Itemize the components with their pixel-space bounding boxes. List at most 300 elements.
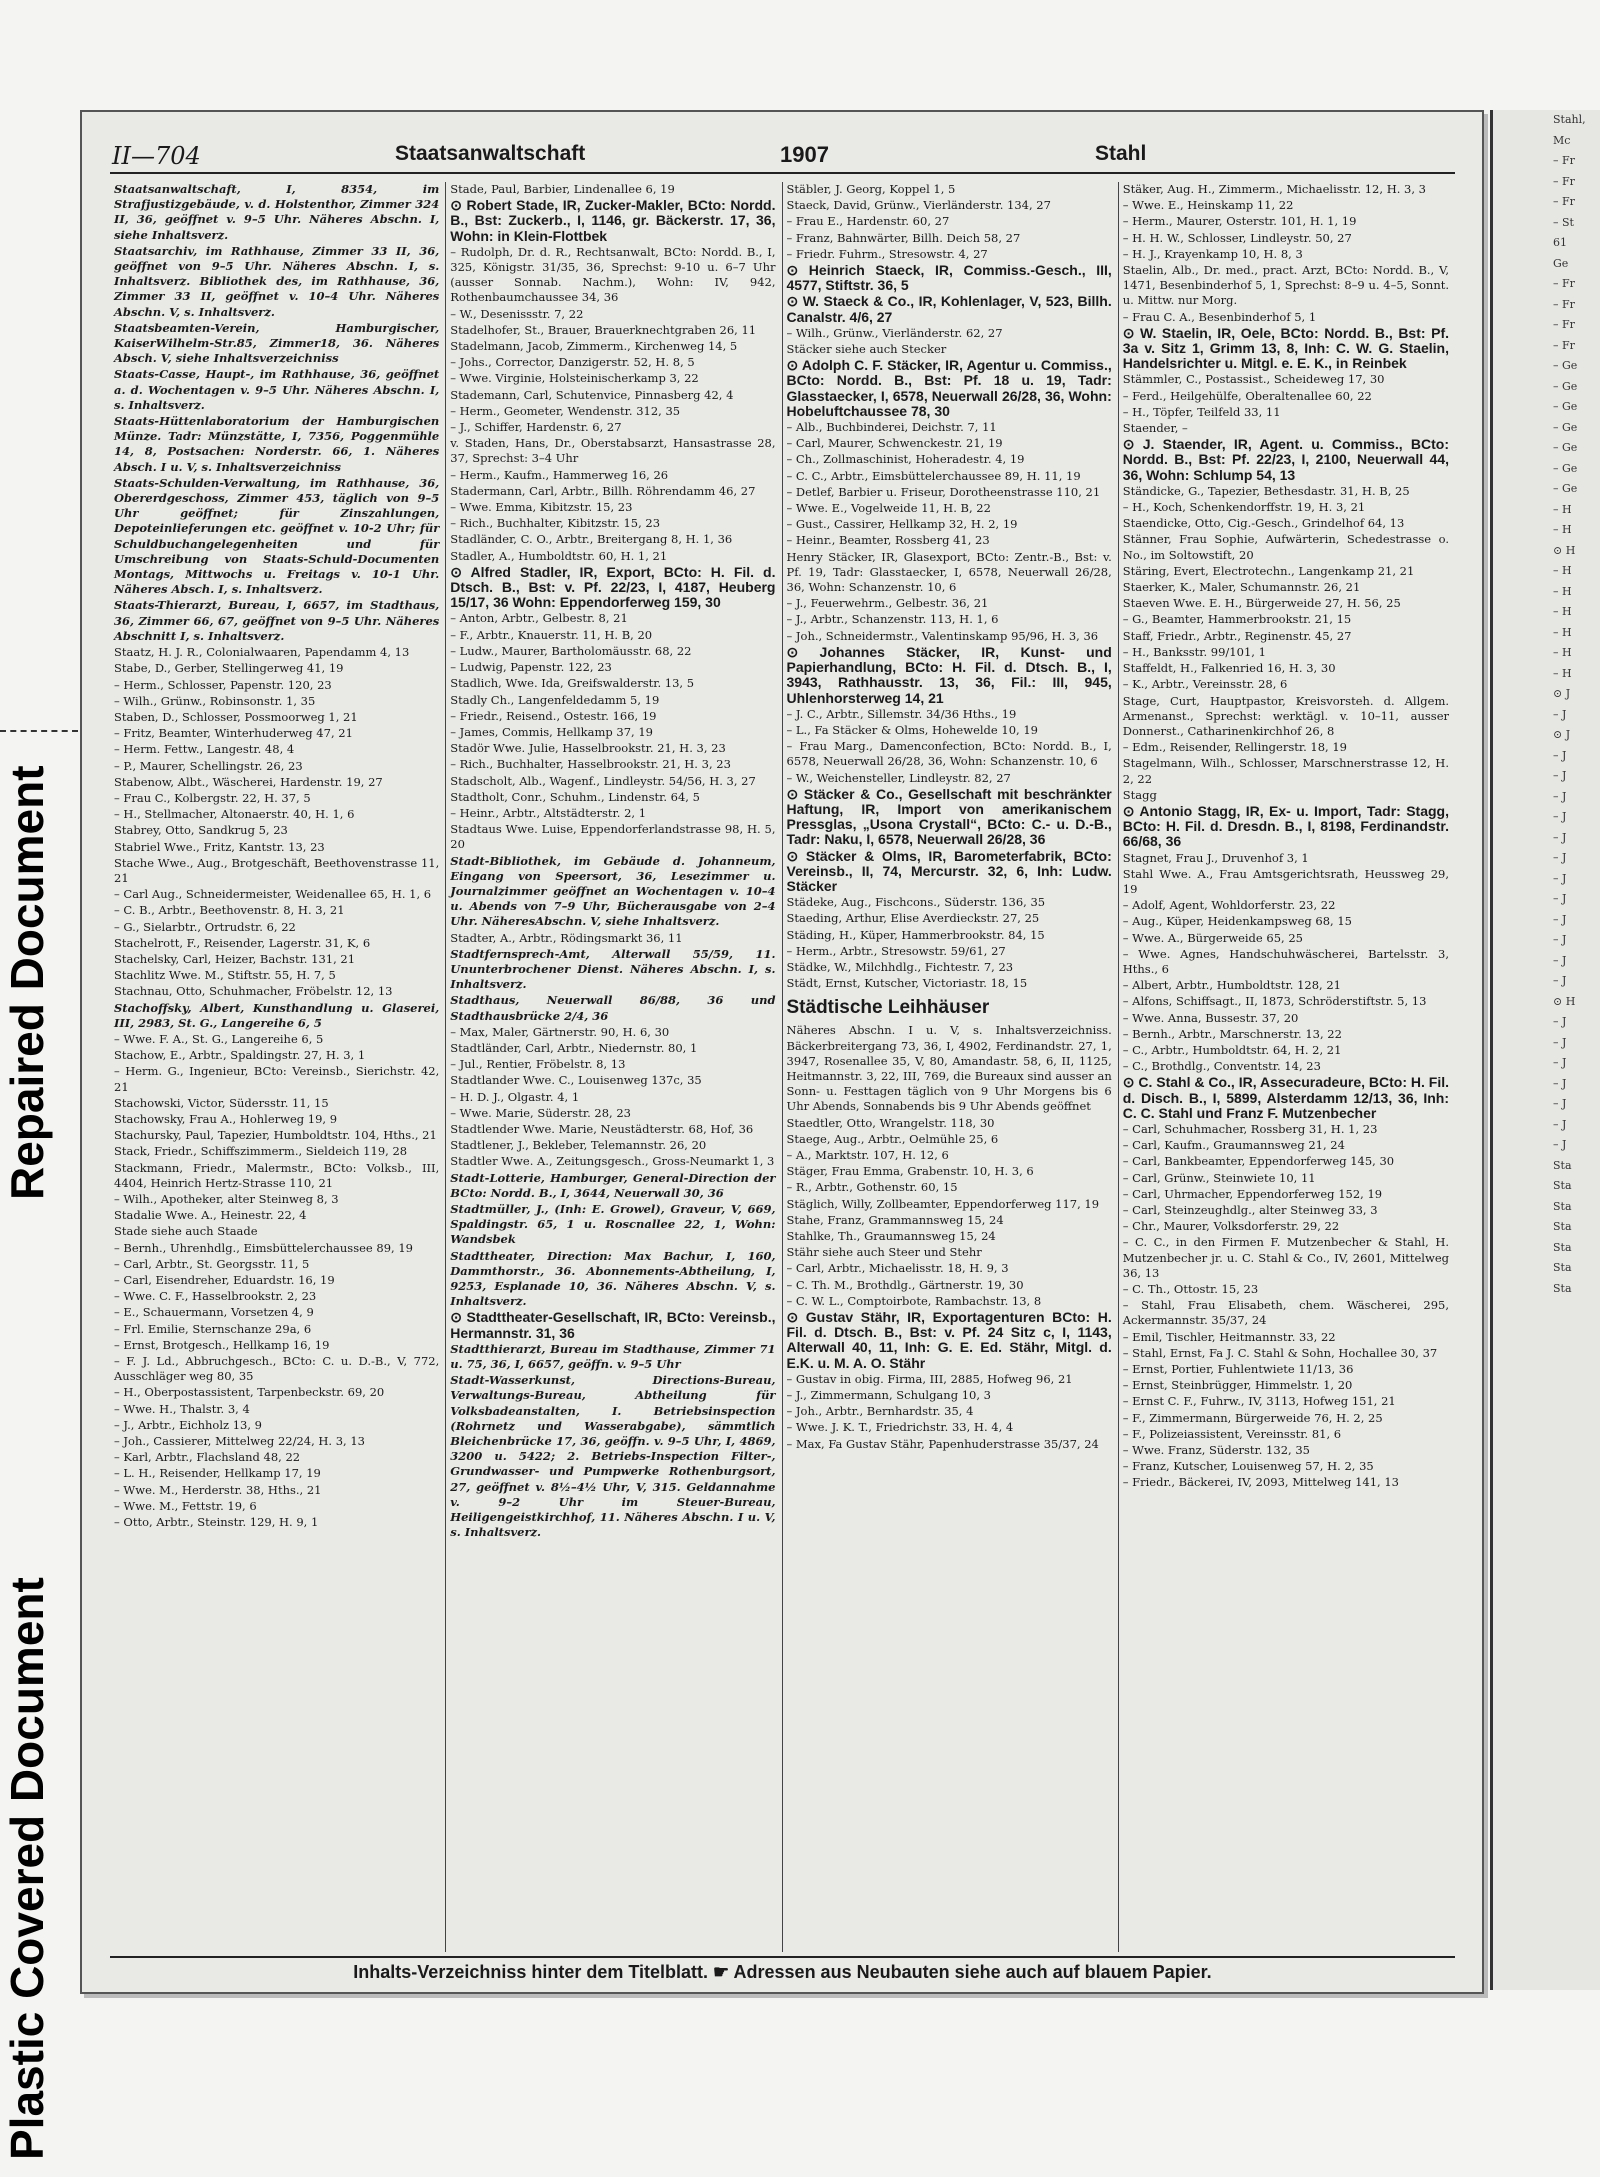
next-page-fragment: – H — [1553, 564, 1572, 577]
directory-entry: – Max, Maler, Gärtnerstr. 90, H. 6, 30 — [450, 1024, 670, 1039]
directory-entry: – Gust., Cassirer, Hellkamp 32, H. 2, 19 — [786, 517, 1018, 532]
directory-entry: ⊙ Adolph C. F. Stäcker, IR, Agentur u. Commiss., BCto: Nordd. B., Bst: Pf. 18 u. 19, Tadr: Glasstaecker, I, 6578, Neuerwall 26/28, 36, Wohn: Hobeluftchaussee 78, 30 — [786, 357, 1112, 419]
directory-entry: – Wwe. H., Thalstr. 3, 4 — [114, 1401, 250, 1416]
directory-entry: Städeke, Aug., Fischcons., Süderstr. 136, 35 — [786, 895, 1046, 910]
directory-entry: – James, Commis, Hellkamp 37, 19 — [450, 724, 653, 739]
directory-entry: – R., Arbtr., Gothenstr. 60, 15 — [786, 1180, 958, 1195]
directory-entry: – Herm. Fettw., Langestr. 48, 4 — [114, 742, 295, 757]
directory-entry: ⊙ Robert Stade, IR, Zucker-Makler, BCto: Nordd. B., Bst: Zuckerb., I, 1146, gr. Bäckerstr. 17, 36, Wohn: in Klein-Flottbek — [450, 197, 776, 244]
directory-entry: – Wilh., Grünw., Robinsonstr. 1, 35 — [114, 693, 316, 708]
directory-entry: ⊙ C. Stahl & Co., IR, Assecuradeure, BCto: H. Fil. d. Disch. B., I, 5899, Alsterdamm 12/13, 36, Inh: C. C. Stahl und Franz F. Mutzenbecher — [1122, 1074, 1450, 1121]
directory-entry: – Friedr., Bäckerei, IV, 2093, Mittelweg 141, 13 — [1122, 1475, 1399, 1490]
directory-entry: Stadtlener, J., Bekleber, Telemannstr. 26, 20 — [450, 1138, 707, 1153]
directory-entry: Stagelmann, Wilh., Schlosser, Marschnerstrasse 12, H. 2, 22 — [1122, 756, 1449, 786]
directory-entry: – C. C., in den Firmen F. Mutzenbecher & Stahl, H. Mutzenbecher jr. u. C. Stahl & Co., IV, 2601, Mittelweg 36, 13 — [1122, 1235, 1449, 1280]
directory-entry: Stämmler, C., Postassist., Scheideweg 17, 30 — [1122, 372, 1385, 387]
directory-entry: Staats-Casse, Haupt-, im Rathhause, 36, geöffnet a. d. Wochentagen v. 9–5 Uhr. Näheres Abschn. I, s. Inhaltsverz. — [114, 367, 440, 412]
directory-entry: Stachelrott, F., Reisender, Lagerstr. 31, K, 6 — [114, 935, 371, 950]
directory-entry: Staatsanwaltschaft, I, 8354, im Strafjustizgebäude, v. d. Holstenthor, Zimmer 324 II, 36, geöffnet v. 9–5 Uhr. Näheres Abschn. I, siehe Inhaltsverz. — [114, 182, 440, 242]
next-page-fragment: – J — [1553, 789, 1567, 803]
next-page-fragment: – H — [1553, 625, 1572, 639]
directory-entry: Stabrey, Otto, Sandkrug 5, 23 — [114, 823, 288, 838]
header-left-keyword: Staatsanwaltschaft — [395, 142, 586, 165]
directory-entry: ⊙ Antonio Stagg, IR, Ex- u. Import, Tadr: Stagg, BCto: H. Fil. d. Dresdn. B., I, 8198, Ferdinandstr. 66/68, 36 — [1122, 802, 1449, 850]
directory-entry: – Joh., Arbtr., Bernhardstr. 35, 4 — [786, 1404, 974, 1419]
directory-entry: Stadermann, Carl, Arbtr., Billh. Röhrendamm 46, 27 — [450, 483, 756, 498]
column-4 — [1119, 182, 1455, 1952]
next-page-fragment: – H — [1553, 502, 1572, 516]
directory-entry: ⊙ Gustav Stähr, IR, Exportagenturen BCto: H. Fil. d. Dtsch. B., Bst: v. Pf. 24 Sitz c, I, 1143, Alterwall 40, 11, Inh: G. E. Ed. Stähr, Mitgl. d. E.K. u. M. A. O. Stähr — [786, 1309, 1112, 1371]
directory-entry: – F., Zimmermann, Bürgerweide 76, H. 2, 25 — [1122, 1410, 1383, 1425]
next-page-fragment: – Fr — [1553, 297, 1575, 311]
directory-entry: Staff, Friedr., Arbtr., Reginenstr. 45, 27 — [1122, 628, 1352, 643]
directory-entry: – Ernst, Brotgesch., Hellkamp 16, 19 — [114, 1337, 330, 1352]
directory-entry: – Jul., Rentier, Fröbelstr. 8, 13 — [450, 1057, 626, 1072]
next-page-fragment: 61 — [1553, 236, 1567, 249]
directory-entry: – Stahl, Ernst, Fa J. C. Stahl & Sohn, Hochallee 30, 37 — [1122, 1345, 1438, 1360]
directory-entry: – Detlef, Barbier u. Friseur, Dorotheenstrasse 110, 21 — [786, 484, 1101, 499]
next-page-fragment: Stahl, — [1553, 113, 1586, 126]
directory-entry: Stabenow, Albt., Wäscherei, Hardenstr. 19, 27 — [114, 774, 383, 789]
column-2 — [446, 182, 782, 1952]
directory-entry: Stadtler Wwe. A., Zeitungsgesch., Gross-Neumarkt 1, 3 — [450, 1154, 775, 1169]
directory-entry: Stabe, D., Gerber, Stellingerweg 41, 19 — [114, 661, 344, 676]
directory-entry: Stadtmüller, J., (Inh: E. Growel), Graveur, V, 669, Spaldingstr. 65, 1 u. Roscnallee 22, 1, Wohn: Wandsbek — [450, 1202, 776, 1247]
directory-entry: Stänner, Frau Sophie, Aufwärterin, Schedestrasse o. No., im Soltowstift, 20 — [1122, 532, 1449, 562]
directory-entry: – Bernh., Arbtr., Marschnerstr. 13, 22 — [1122, 1026, 1342, 1041]
directory-entry: – Fritz, Beamter, Winterhuderweg 47, 21 — [114, 726, 353, 741]
directory-entry: Stachowsky, Frau A., Hohlerweg 19, 9 — [114, 1111, 338, 1126]
directory-entry: – Heinr., Arbtr., Altstädterstr. 2, 1 — [450, 805, 647, 820]
directory-entry: – Ludwig, Papenstr. 122, 23 — [450, 660, 612, 675]
directory-entry: ⊙ Johannes Stäcker, IR, Kunst- und Papierhandlung, BCto: H. Fil. d. Dtsch. B., I, 3943, Rathhausstr. 13, 36, Fil.: III, 945, Uhlenhorsterweg 14, 21 — [786, 643, 1112, 706]
directory-entry: Staerker, K., Maler, Schumannstr. 26, 21 — [1122, 580, 1361, 595]
directory-entry: – Friedr., Reisend., Ostestr. 166, 19 — [450, 708, 657, 723]
next-page-fragment: – Fr — [1553, 338, 1575, 352]
directory-entry: – Herm. G., Ingenieur, BCto: Vereinsb., Sierichstr. 42, 21 — [114, 1064, 440, 1094]
directory-entry: – Herm., Geometer, Wendenstr. 312, 35 — [450, 403, 681, 418]
directory-entry: – Wwe. C. F., Hasselbrookstr. 2, 23 — [114, 1289, 317, 1304]
next-page-fragment: – J — [1553, 810, 1567, 823]
next-page-fragment: – J — [1553, 1138, 1567, 1151]
next-page-fragment: – J — [1553, 707, 1567, 721]
directory-entry: Stadthaus, Neuerwall 86/88, 36 und Stadthausbrücke 2/4, 36 — [450, 993, 776, 1023]
directory-entry: – Carl, Maurer, Schwenckestr. 21, 19 — [786, 436, 1003, 451]
directory-entry: Näheres Abschn. I u. V, s. Inhaltsverzeichniss. Bäckerbreitergang 73, 36, I, 4902, Ferdinandstr. 27, 1, 3947, Rosenallee 35, V, 80, Amandastr. 58, 6, II, 1125, Heitmannstr. 3, 22, III, 769, die Bureaux sind ausser an Sonn- u. Festtagen täglich von 9 Uhr Morgens bis 6 Uhr Abends, Sonnabends bis 9 Uhr Abends geöffnet — [786, 1023, 1112, 1114]
directory-entry: – Chr., Maurer, Volksdorferstr. 29, 22 — [1122, 1219, 1340, 1234]
directory-entry: Staatsbeamten-Verein, Hamburgischer, KaiserWilhelm-Str.85, Zimmer18, 36. Näheres Absch. V, siehe Inhaltsverzeichniss — [114, 320, 440, 366]
directory-entry: – Herm., Schlosser, Papenstr. 120, 23 — [114, 677, 332, 692]
next-page-fragment: – J — [1553, 974, 1567, 987]
directory-entry: – Frl. Emilie, Sternschanze 29a, 6 — [114, 1321, 312, 1336]
next-page-fragment: – J — [1553, 1117, 1567, 1131]
next-page-fragment: Mc — [1553, 133, 1571, 147]
directory-columns — [110, 182, 1455, 1952]
directory-entry: – Wwe. Marie, Süderstr. 28, 23 — [450, 1105, 631, 1120]
directory-entry: – W., Weichensteller, Lindleystr. 82, 27 — [786, 770, 1011, 785]
next-page-fragment: – J — [1553, 892, 1567, 905]
directory-entry: Stahl Wwe. A., Frau Amtsgerichtsrath, Heussweg 29, 19 — [1122, 866, 1449, 896]
directory-entry: – Carl, Uhrmacher, Eppendorferweg 152, 19 — [1122, 1186, 1383, 1201]
directory-entry: – C., Brothdlg., Conventstr. 14, 23 — [1122, 1059, 1321, 1074]
directory-entry: – Frau E., Hardenstr. 60, 27 — [786, 214, 950, 229]
directory-entry: – Carl, Arbtr., St. Georgsstr. 11, 5 — [114, 1256, 310, 1271]
next-page-fragment: – Fr — [1553, 318, 1575, 331]
directory-entry: – Anton, Arbtr., Gelbestr. 8, 21 — [450, 611, 628, 626]
directory-entry: – Wwe. M., Herderstr. 38, Hths., 21 — [114, 1482, 322, 1497]
directory-entry: Stachoffsky, Albert, Kunsthandlung u. Glaserei, III, 2983, St. G., Langereihe 6, 5 — [114, 1000, 440, 1030]
next-page-fragment: – J — [1553, 769, 1567, 782]
directory-entry: Henry Stäcker, IR, Glasexport, BCto: Zentr.-B., Bst: v. Pf. 19, Tadr: Glasstaecker, I, 6578, Neuerwall 26/28, 36, Wohn: Schanzenstr. 10, 6 — [786, 549, 1112, 595]
directory-entry: Stachlitz Wwe. M., Stiftstr. 55, H. 7, 5 — [114, 968, 336, 983]
directory-entry: – Herm., Kaufm., Hammerweg 16, 26 — [450, 467, 669, 482]
next-page-fragment: – J — [1553, 1076, 1567, 1090]
directory-entry: Stachursky, Paul, Tapezier, Humboldtstr. 104, Hths., 21 — [114, 1128, 437, 1143]
directory-entry: – Bernh., Uhrenhdlg., Eimsbüttelerchaussee 89, 19 — [114, 1240, 413, 1255]
directory-entry: Stadt-Lotterie, Hamburger, General-Direction der BCto: Nordd. B., I, 3644, Neuerwall 30, 36 — [450, 1170, 776, 1200]
next-page-fragment: – Ge — [1553, 482, 1578, 495]
plastic-covered-label: Plastic Covered Document — [1, 1577, 53, 2160]
directory-entry: Stäker, Aug. H., Zimmerm., Michaelisstr. 12, H. 3, 3 — [1122, 182, 1426, 196]
directory-entry: – H., Oberpostassistent, Tarpenbeckstr. 69, 20 — [114, 1385, 385, 1400]
directory-entry: Stackmann, Friedr., Malermstr., BCto: Volksb., III, 4404, Heinrich Hertz-Strasse 110, 21 — [114, 1160, 440, 1190]
directory-entry: Stäcker siehe auch Stecker — [786, 342, 947, 357]
directory-entry: – Wwe. E., Heinskamp 11, 22 — [1122, 198, 1294, 213]
next-page-fragment: Sta — [1553, 1240, 1572, 1254]
directory-entry: – Alb., Buchbinderei, Deichstr. 7, 11 — [786, 420, 997, 435]
directory-entry: – Joh., Cassierer, Mittelweg 22/24, H. 3, 13 — [114, 1434, 366, 1449]
directory-entry: – Wilh., Apotheker, alter Steinweg 8, 3 — [114, 1192, 339, 1206]
directory-entry: ⊙ Stäcker & Olms, IR, Barometerfabrik, BCto: Vereinsb., II, 74, Mercurstr. 32, 6, Inh: Ludw. Stäcker — [786, 847, 1112, 894]
directory-entry: – Otto, Arbtr., Steinstr. 129, H. 9, 1 — [114, 1515, 319, 1530]
directory-entry: – Rudolph, Dr. d. R., Rechtsanwalt, BCto: Nordd. B., I, 325, Königstr. 31/35, 36, Sprechst: 9-10 u. 6–7 Uhr (ausser Sonnab. Nachm.), Wohn: IV, 942, Rothenbaumchaussee 34, 36 — [450, 244, 776, 305]
next-page-fragment: ⊙ H — [1553, 994, 1576, 1008]
directory-entry: – K., Arbtr., Vereinsstr. 28, 6 — [1122, 677, 1288, 692]
page-number: II—704 — [112, 142, 201, 170]
directory-entry: – C. Th., Ottostr. 15, 23 — [1122, 1282, 1259, 1297]
directory-entry: v. Staden, Hans, Dr., Oberstabsarzt, Hansastrasse 28, 37, Sprechst: 3–4 Uhr — [450, 436, 776, 466]
directory-entry: – Frau C. A., Besenbinderhof 5, 1 — [1122, 309, 1317, 324]
directory-entry: Staeding, Arthur, Elise Averdieckstr. 27, 25 — [786, 911, 1040, 926]
directory-entry: Stahlke, Th., Graumannsweg 15, 24 — [786, 1229, 996, 1243]
directory-entry: – J., Arbtr., Eichholz 13, 9 — [114, 1417, 262, 1432]
directory-entry: Staelin, Alb., Dr. med., pract. Arzt, BCto: Nordd. B., V, 1471, Besenbinderhof 5, 1, Sprechst: 8–9 u. 4–5, Sonnt. u. Mittw. nur Morg. — [1122, 263, 1449, 308]
next-page-fragment: – St — [1553, 215, 1574, 229]
directory-entry: Staatz, H. J. R., Colonialwaaren, Papendamm 4, 13 — [114, 645, 410, 660]
directory-entry: Stade siehe auch Staade — [114, 1224, 258, 1239]
directory-entry: Stachow, E., Arbtr., Spaldingstr. 27, H. 3, 1 — [114, 1048, 366, 1063]
directory-entry: – Rich., Buchhalter, Kibitzstr. 15, 23 — [450, 516, 661, 531]
next-page-fragment: – J — [1553, 871, 1567, 885]
directory-entry: Stagnet, Frau J., Druvenhof 3, 1 — [1122, 850, 1309, 865]
directory-entry: Stade, Paul, Barbier, Lindenallee 6, 19 — [450, 182, 675, 196]
directory-entry: ⊙ W. Staeck & Co., IR, Kohlenlager, V, 523, Billh. Canalstr. 4/6, 27 — [786, 293, 1112, 325]
directory-entry: Stack, Friedr., Schiffszimmerm., Sieldeich 119, 28 — [114, 1144, 408, 1159]
directory-entry: Stadt-Bibliothek, im Gebäude d. Johanneum, Eingang von Speersort, 36, Lesezimmer u. Journalzimmer geöffnet an Wochentagen v. 10–4 u. Abends von 7–9 Uhr, Bücherausgabe von 2–4 Uhr. NäheresAbschn. V, siehe Inhaltsverz. — [450, 853, 776, 929]
directory-entry: – Carl, Grünw., Steinwiete 10, 11 — [1122, 1170, 1316, 1185]
directory-entry: Stadter, A., Arbtr., Rödingsmarkt 36, 11 — [450, 930, 683, 945]
directory-entry: – Aug., Küper, Heidenkampsweg 68, 15 — [1122, 914, 1352, 929]
directory-entry: Staatsarchiv, im Rathhause, Zimmer 33 II, 36, geöffnet von 9–5 Uhr. Näheres Abschn. I, s. Inhaltsverz. Bibliothek des, im Rathhause, 36, Zimmer 33 II, geöffnet v. 10–4 Uhr. Näheres Abschn. V, s. Inhaltsverz. — [114, 243, 440, 319]
directory-entry: ⊙ Stadttheater-Gesellschaft, IR, BCto: Vereinsb., Hermannstr. 31, 36 — [450, 1309, 776, 1341]
directory-entry: Stadscholt, Alb., Wagenf., Lindleystr. 54/56, H. 3, 27 — [450, 773, 756, 788]
directory-entry: – Johs., Corrector, Danzigerstr. 52, H. 8, 5 — [450, 355, 695, 370]
directory-entry: Stäglich, Willy, Zollbeamter, Eppendorferweg 117, 19 — [786, 1196, 1100, 1211]
directory-entry: Stadlich, Wwe. Ida, Greifswalderstr. 13, 5 — [450, 676, 695, 691]
directory-entry: – H. J., Krayenkamp 10, H. 8, 3 — [1122, 246, 1303, 261]
directory-entry: Stagg — [1122, 787, 1157, 802]
directory-entry: Staege, Aug., Arbtr., Oelmühle 25, 6 — [786, 1131, 999, 1146]
directory-entry: Stadtlander Wwe. C., Louisenweg 137c, 35 — [450, 1073, 702, 1088]
directory-entry: – Max, Fa Gustav Stähr, Papenhuderstrasse 35/37, 24 — [786, 1436, 1099, 1451]
directory-entry: Stadtländer, Carl, Arbtr., Niedernstr. 80, 1 — [450, 1040, 698, 1055]
column-1 — [110, 182, 446, 1952]
directory-entry: Stäring, Evert, Electrotechn., Langenkamp 21, 21 — [1122, 563, 1415, 578]
directory-entry: ⊙ J. Staender, IR, Agent. u. Commiss., BCto: Nordd. B., Bst: Pf. 22/23, I, 2100, Neuerwall 44, 36, Wohn: Schlump 54, 13 — [1122, 436, 1449, 483]
directory-entry: – Herm., Arbtr., Stresowstr. 59/61, 27 — [786, 943, 1006, 958]
directory-entry: – H. H. W., Schlosser, Lindleystr. 50, 27 — [1122, 230, 1352, 245]
next-page-fragment: – Ge — [1553, 400, 1578, 413]
next-page-fragment: – Fr — [1553, 174, 1575, 188]
directory-entry: Stadelhofer, St., Brauer, Brauerknechtgraben 26, 11 — [450, 322, 757, 337]
next-page-fragment: – Fr — [1553, 277, 1575, 290]
directory-entry: – E., Schauermann, Vorsetzen 4, 9 — [114, 1305, 314, 1320]
directory-entry: – Wwe. Agnes, Handschuhwäscherei, Bartelsstr. 3, Hths., 6 — [1122, 946, 1449, 976]
directory-entry: – Joh., Schneidermstr., Valentinskamp 95/96, H. 3, 36 — [786, 628, 1099, 643]
directory-entry: Staender, – — [1122, 421, 1188, 436]
next-page-fragment: Sta — [1553, 1158, 1572, 1172]
directory-entry: ⊙ Heinrich Staeck, IR, Commiss.-Gesch., III, 4577, Stiftstr. 36, 5 — [786, 262, 1112, 294]
directory-entry: – Franz, Kutscher, Louisenweg 57, H. 2, 35 — [1122, 1459, 1374, 1474]
next-page-fragment: Sta — [1553, 1261, 1572, 1274]
directory-entry: – Wwe. A., Bürgerweide 65, 25 — [1122, 930, 1303, 945]
directory-entry: Staats-Thierarzt, Bureau, I, 6657, im Stadthaus, 36, Zimmer 66, 67, geöffnet von 9–5 Uhr. Näheres Abschnitt I, s. Inhaltsverz. — [114, 598, 440, 643]
directory-entry: – Gustav in obig. Firma, III, 2885, Hofweg 96, 21 — [786, 1371, 1073, 1386]
directory-entry: Staben, D., Schlosser, Possmoorweg 1, 21 — [114, 709, 358, 724]
next-page-fragment: – H — [1553, 584, 1572, 598]
header-year: 1907 — [780, 142, 829, 167]
next-page-fragment: – Ge — [1553, 420, 1578, 434]
next-page-fragment: – H — [1553, 646, 1572, 659]
directory-entry: Staffeldt, H., Falkenried 16, H. 3, 30 — [1122, 661, 1336, 676]
directory-entry: – G., Beamter, Hammerbrookstr. 21, 15 — [1122, 612, 1352, 627]
directory-entry: – L. H., Reisender, Hellkamp 17, 19 — [114, 1466, 321, 1481]
directory-entry: – Carl Aug., Schneidermeister, Weidenallee 65, H. 1, 6 — [114, 887, 432, 902]
repaired-document-label: Repaired Document — [1, 765, 53, 1200]
next-page-fragment: – Ge — [1553, 359, 1578, 372]
directory-entry: – Carl, Steinzeughdlg., alter Steinweg 33, 3 — [1122, 1203, 1378, 1217]
directory-entry: Stadtlender Wwe. Marie, Neustädterstr. 68, Hof, 36 — [450, 1121, 754, 1136]
next-page-fragment: – H — [1553, 666, 1572, 680]
directory-entry: – C. Th. M., Brothdlg., Gärtnerstr. 19, 30 — [786, 1277, 1024, 1292]
directory-entry: Stahe, Franz, Grammannsweg 15, 24 — [786, 1212, 1004, 1227]
directory-entry: – W., Desenissstr. 7, 22 — [450, 306, 584, 321]
directory-entry: Stadtaus Wwe. Luise, Eppendorferlandstrasse 98, H. 5, 20 — [450, 822, 776, 852]
directory-entry: Stähr siehe auch Steer und Stehr — [786, 1245, 982, 1260]
directory-entry: – Friedr. Fuhrm., Stresowstr. 4, 27 — [786, 246, 988, 261]
next-page-fragment: Sta — [1553, 1179, 1572, 1192]
directory-entry: Stache Wwe., Aug., Brotgeschäft, Beethovenstrasse 11, 21 — [114, 855, 440, 885]
directory-entry: – F. J. Ld., Abbruchgesch., BCto: C. u. D.-B., V, 772, Ausschläger weg 80, 35 — [114, 1354, 440, 1384]
directory-entry: Stäbler, J. Georg, Koppel 1, 5 — [786, 182, 956, 196]
directory-entry: – J., Schiffer, Hardenstr. 6, 27 — [450, 420, 622, 435]
directory-entry: – Wwe. Franz, Süderstr. 132, 35 — [1122, 1443, 1310, 1458]
directory-entry: Stadtfernsprech-Amt, Alterwall 55/59, 11. Ununterbrochener Dienst. Näheres Abschn. I, s. Inhaltsverz. — [450, 946, 776, 992]
next-page-fragment: – J — [1553, 1056, 1567, 1069]
directory-entry: – Wwe. M., Fettstr. 19, 6 — [114, 1498, 257, 1513]
next-page-fragment: Sta — [1553, 1199, 1572, 1213]
directory-entry: – H., Koch, Schenkendorffstr. 19, H. 3, 21 — [1122, 500, 1366, 515]
directory-entry: – G., Sielarbtr., Ortrudstr. 6, 22 — [114, 919, 296, 934]
directory-entry: – Ch., Zollmaschinist, Hoheradestr. 4, 19 — [786, 452, 1025, 467]
directory-entry: – F., Polizeiassistent, Vereinsstr. 81, 6 — [1122, 1426, 1342, 1441]
directory-entry: Ständicke, G., Tapezier, Bethesdastr. 31, H. B, 25 — [1122, 483, 1410, 498]
next-page-fragment: – Fr — [1553, 195, 1575, 208]
directory-entry: – Ludw., Maurer, Bartholomäusstr. 68, 22 — [450, 643, 692, 658]
directory-entry: – Herm., Maurer, Osterstr. 101, H. 1, 19 — [1122, 214, 1357, 229]
directory-entry: – Karl, Arbtr., Flachsland 48, 22 — [114, 1450, 301, 1465]
directory-entry: – Heinr., Beamter, Rossberg 41, 23 — [786, 533, 990, 548]
directory-entry: Stadly Ch., Langenfeldedamm 5, 19 — [450, 692, 660, 707]
directory-entry: – Carl, Arbtr., Michaelisstr. 18, H. 9, 3 — [786, 1261, 1009, 1276]
directory-entry: – Carl, Eisendreher, Eduardstr. 16, 19 — [114, 1273, 335, 1288]
next-page-fragment: Sta — [1553, 1281, 1572, 1295]
directory-entry: – Franz, Bahnwärter, Billh. Deich 58, 27 — [786, 230, 1021, 245]
directory-entry: – Emil, Tischler, Heitmannstr. 33, 22 — [1122, 1329, 1336, 1344]
next-page-fragment: – Ge — [1553, 441, 1578, 454]
directory-entry: – P., Maurer, Schellingstr. 26, 23 — [114, 758, 303, 773]
header-right-keyword: Stahl — [1095, 142, 1147, 165]
directory-entry: Staeven Wwe. E. H., Bürgerweide 27, H. 56, 25 — [1122, 596, 1401, 611]
directory-entry: Städke, W., Milchhdlg., Fichtestr. 7, 23 — [786, 959, 1014, 974]
next-page-fragment: ⊙ J — [1553, 728, 1571, 741]
next-page-fragment: – J — [1553, 933, 1567, 946]
next-page-fragment: – J — [1553, 1097, 1567, 1110]
directory-entry: – Wwe. Anna, Bussestr. 37, 20 — [1122, 1010, 1299, 1025]
next-page-fragment: – J — [1553, 1015, 1567, 1028]
directory-entry: Stachelsky, Carl, Heizer, Bachstr. 131, 21 — [114, 951, 356, 966]
directory-entry: Stadttheater, Direction: Max Bachur, I, 160, Dammthorstr., 36. Abonnements-Abtheilung, I, 9253, Esplanade 10, 36. Näheres Abschn. V, s. Inhaltsverz. — [450, 1248, 776, 1309]
next-page-fragment: – Ge — [1553, 379, 1578, 393]
directory-entry: – Wwe. F. A., St. G., Langereihe 6, 5 — [114, 1031, 324, 1046]
directory-entry: – Carl, Kaufm., Graumannsweg 21, 24 — [1122, 1138, 1345, 1153]
directory-entry: Stadör Wwe. Julie, Hasselbrookstr. 21, H. 3, 23 — [450, 741, 726, 756]
directory-entry: – J. C., Arbtr., Sillemstr. 34/36 Hths., 19 — [786, 706, 1017, 721]
directory-entry: Stademann, Carl, Schutenvice, Pinnasberg 42, 4 — [450, 387, 734, 402]
directory-entry: Stage, Curt, Hauptpastor, Kreisvorsteh. d. Allgem. Armenanst., Sprechst: werktägl. v. 10–11, ausser Donnerst., Catharinenkirchhof 26, 8 — [1122, 693, 1449, 738]
directory-entry: Städtische Leihhäuser — [786, 997, 990, 1019]
directory-entry: – C., Arbtr., Humboldtstr. 64, H. 2, 21 — [1122, 1042, 1342, 1057]
next-page-fragment: – Ge — [1553, 461, 1578, 475]
directory-entry: Stadt-Wasserkunst, Directions-Bureau, Verwaltungs-Bureau, Abtheilung für Volksbadeanstalten, I. Betriebsinspection (Rohrnetz und Wasserabgabe), sämmtlich Bleichenbrücke 17, 36, geöffn. v. 9–5 Uhr, I, 4869, 3200 u. 5422; 2. Betriebs-Inspection Filter-, Grundwasser- und Pumpwerke Rothenburgsort, 27, geöffnet v. 8½–4½ Uhr, V, 315. Geldannahme v. 9–2 Uhr im Steuer-Bureau, Heiligengeistkirchhof, 11. Näheres Abschn. I u. V, s. Inhaltsverz. — [450, 1373, 776, 1540]
next-page-fragment: – J — [1553, 912, 1567, 926]
directory-entry: – Wilh., Grünw., Vierländerstr. 62, 27 — [786, 325, 1003, 340]
directory-entry: – Frau Marg., Damenconfection, BCto: Nordd. B., I, 6578, Neuerwall 26/28, 36, Wohn: Schanzenstr. 10, 6 — [786, 739, 1112, 769]
next-page-fragment: – H — [1553, 523, 1572, 536]
directory-entry: – C. W. L., Comptoirbote, Rambachstr. 13, 8 — [786, 1293, 1042, 1308]
next-page-fragment: ⊙ J — [1553, 687, 1571, 700]
directory-entry: Stabriel Wwe., Fritz, Kantstr. 13, 23 — [114, 839, 325, 854]
directory-entry: ⊙ W. Staelin, IR, Oele, BCto: Nordd. B., Bst: Pf. 3a v. Sitz 1, Grimm 13, 8, Inh: C. W. G. Staelin, Handelsrichter u. Mitgl. e. E. K., in Reinbek — [1122, 324, 1449, 372]
directory-entry: – C. C., Arbtr., Eimsbüttelerchaussee 89, H. 11, 19 — [786, 468, 1081, 483]
directory-entry: – H. D. J., Olgastr. 4, 1 — [450, 1089, 580, 1104]
directory-entry: Staedtler, Otto, Wrangelstr. 118, 30 — [786, 1115, 995, 1130]
next-page-edge — [1490, 110, 1600, 1990]
directory-entry: – Wwe. J. K. T., Friedrichstr. 33, H. 4, 4 — [786, 1420, 1014, 1435]
directory-entry: ⊙ Alfred Stadler, IR, Export, BCto: H. Fil. d. Dtsch. B., Bst: v. Pf. 22/23, I, 4187, Heuberg 15/17, 36 Wohn: Eppendorferweg 159, 30 — [450, 563, 776, 611]
directory-entry: Stachnau, Otto, Schuhmacher, Fröbelstr. 12, 13 — [114, 984, 393, 999]
directory-entry: Städing, H., Küper, Hammerbrookstr. 84, 15 — [786, 927, 1045, 942]
directory-entry: – Adolf, Agent, Wohldorferstr. 23, 22 — [1122, 898, 1336, 913]
directory-entry: Städt, Ernst, Kutscher, Victoriastr. 18, 15 — [786, 976, 1028, 991]
directory-entry: Stadler, A., Humboldtstr. 60, H. 1, 21 — [450, 548, 668, 563]
next-page-fragment: – Fr — [1553, 154, 1575, 167]
next-page-fragment: Ge — [1553, 256, 1569, 270]
directory-entry: – J., Zimmermann, Schulgang 10, 3 — [786, 1388, 991, 1403]
directory-entry: – Stahl, Frau Elisabeth, chem. Wäscherei, 295, Ackermannstr. 35/37, 24 — [1122, 1298, 1449, 1328]
directory-entry: Staeck, David, Grünw., Vierländerstr. 134, 27 — [786, 198, 1051, 213]
directory-entry: – L., Fa Stäcker & Olms, Hohewelde 10, 19 — [786, 722, 1038, 737]
next-page-fragment: Sta — [1553, 1220, 1572, 1233]
next-page-fragment: – J — [1553, 748, 1567, 762]
directory-entry: – Ernst, Steinbrügger, Himmelstr. 1, 20 — [1122, 1378, 1353, 1393]
directory-entry: – Ernst C. F., Fuhrw., IV, 3113, Hofweg 151, 21 — [1122, 1394, 1396, 1409]
directory-entry: – H., Stellmacher, Altonaerstr. 40, H. 1, 6 — [114, 807, 355, 822]
directory-entry: – Ernst, Portier, Fuhlentwiete 11/13, 36 — [1122, 1362, 1354, 1377]
next-page-fragment: – J — [1553, 953, 1567, 967]
directory-entry: Stäger, Frau Emma, Grabenstr. 10, H. 3, 6 — [786, 1164, 1034, 1179]
next-page-fragment: – J — [1553, 830, 1567, 844]
directory-entry: Stadalie Wwe. A., Heinestr. 22, 4 — [114, 1208, 307, 1223]
column-3 — [783, 182, 1119, 1952]
directory-entry: – C. B., Arbtr., Beethovenstr. 8, H. 3, 21 — [114, 903, 345, 918]
directory-entry: – Carl, Schuhmacher, Rossberg 31, H. 1, 23 — [1122, 1121, 1378, 1136]
directory-entry: Staats-Schulden-Verwaltung, im Rathhause, 36, Obererdgeschoss, Zimmer 453, täglich von 9–5 Uhr geöffnet; für Zinszahlungen, Depoteinlieferungen etc. geöffnet v. 10-2 Uhr; für Schuldbuchangelegenheiten und für Umschreibung von Staats-Schuld-Documenten Montags, Mittwochs u. Freitags v. 10-1 Uhr. Näheres Absch. I, s. Inhaltsverz. — [114, 475, 440, 597]
directory-entry: Staats-Hüttenlaboratorium der Hamburgischen Münze. Tadr: Münzstätte, I, 7356, Poggenmühle 14, 8, Postsachen: Norderstr. 66, 1. Näheres Absch. I u. V, s. Inhaltsverzeichniss — [114, 414, 440, 474]
directory-entry: – J., Feuerwehrm., Gelbestr. 36, 21 — [786, 596, 989, 611]
directory-entry: – Edm., Reisender, Rellingerstr. 18, 19 — [1122, 740, 1347, 755]
directory-entry: – A., Marktstr. 107, H. 12, 6 — [786, 1147, 949, 1162]
directory-entry: – Wwe. Virginie, Holsteinischerkamp 3, 22 — [450, 371, 699, 386]
directory-entry: Staendicke, Otto, Cig.-Gesch., Grindelhof 64, 13 — [1122, 516, 1405, 531]
directory-entry: – Wwe. Emma, Kibitzstr. 15, 23 — [450, 500, 633, 515]
directory-entry: – F., Arbtr., Knauerstr. 11, H. B, 20 — [450, 627, 653, 642]
page-header — [110, 138, 1455, 174]
next-page-fragment: – J — [1553, 1035, 1567, 1049]
directory-entry: – Carl, Bankbeamter, Eppendorferweg 145, 30 — [1122, 1154, 1395, 1169]
directory-entry: – J., Arbtr., Schanzenstr. 113, H. 1, 6 — [786, 612, 999, 627]
directory-entry: Stadtthierarzt, Bureau im Stadthause, Zimmer 71 u. 75, 36, I, 6657, geöffn. v. 9–5 Uhr — [450, 1341, 776, 1372]
directory-entry: – H., Töpfer, Teilfeld 33, 11 — [1122, 404, 1281, 419]
directory-entry: – Alfons, Schiffsagt., II, 1873, Schröderstiftstr. 5, 13 — [1122, 994, 1427, 1009]
dash-mark — [0, 730, 78, 732]
next-page-fragment: – J — [1553, 851, 1567, 864]
directory-entry: Stachowski, Victor, Südersstr. 11, 15 — [114, 1095, 329, 1110]
directory-entry: – Ferd., Heilgehülfe, Oberaltenallee 60, 22 — [1122, 388, 1372, 403]
next-page-fragment: – H — [1553, 605, 1572, 618]
directory-entry: – Rich., Buchhalter, Hasselbrookstr. 21, H. 3, 23 — [450, 757, 731, 772]
directory-entry: Stadländer, C. O., Arbtr., Breitergang 8, H. 1, 36 — [450, 532, 733, 547]
directory-entry: – Frau C., Kolbergstr. 22, H. 37, 5 — [114, 790, 311, 805]
next-page-fragment: ⊙ H — [1553, 543, 1576, 557]
directory-entry: – Albert, Arbtr., Humboldtstr. 128, 21 — [1122, 978, 1341, 993]
directory-entry: Stadtholt, Conr., Schuhm., Lindenstr. 64, 5 — [450, 789, 700, 804]
page-footer: Inhalts-Verzeichniss hinter dem Titelblatt. ☛ Adressen aus Neubauten siehe auch auf blauem Papier. — [110, 1956, 1455, 1983]
directory-entry: – Wwe. E., Vogelweide 11, H. B, 22 — [786, 501, 991, 516]
directory-entry: Stadelmann, Jacob, Zimmerm., Kirchenweg 14, 5 — [450, 339, 738, 354]
directory-entry: – H., Banksstr. 99/101, 1 — [1122, 644, 1266, 659]
directory-entry: ⊙ Stäcker & Co., Gesellschaft mit beschränkter Haftung, IR, Import von amerikanischem Pressglas, „Usona Crystall“, BCto: C.- u. D.-B., Tadr: Naku, I, 6578, Neuerwall 26/28, 36 — [786, 785, 1112, 848]
